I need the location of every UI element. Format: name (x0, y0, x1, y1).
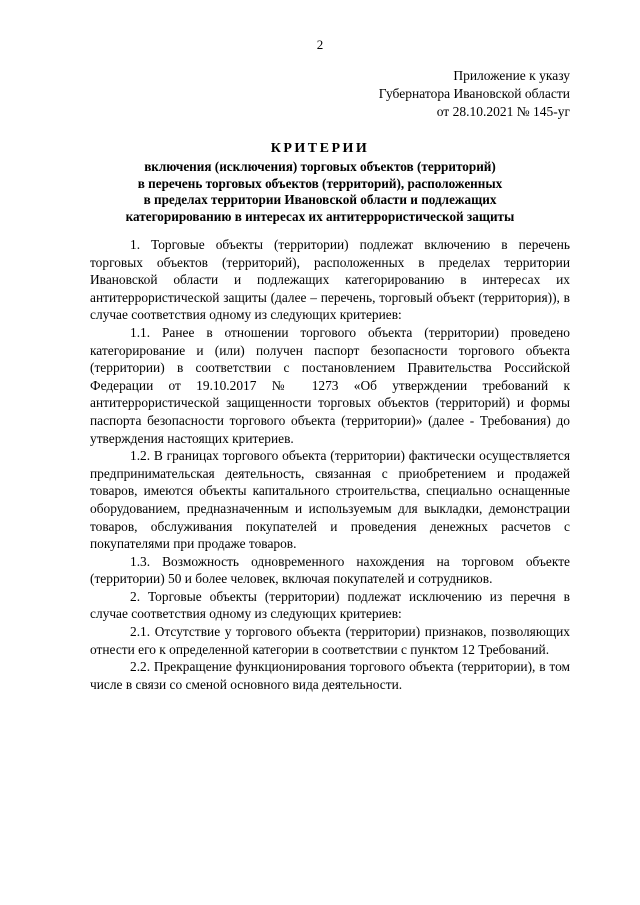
document-title (90, 140, 550, 225)
title-heading: КРИТЕРИИ (270, 141, 370, 156)
appendix-line-3: от 28.10.2021 № 145-уг (436, 104, 570, 119)
title-line-1: включения (исключения) торговых объектов (территорий) (144, 159, 496, 174)
appendix-header (379, 67, 570, 121)
paragraph-1-3: 1.3. Возможность одновременного нахождения на торговом объекте (территории) 50 и более человек, включая покупателей и сотрудников. (90, 553, 570, 587)
appendix-line-1: Приложение к указу (453, 68, 570, 83)
title-line-2: в перечень торговых объектов (территорий), расположенных (137, 175, 503, 191)
paragraph-2-1: 2.1. Отсутствие у торгового объекта (территории) признаков, позволяющих отнести его к определенной категории в соответствии с пунктом 12 Требований. (90, 624, 570, 657)
paragraph-1: 1. Торговые объекты (территории) подлежат включению в перечень торговых объектов (территорий), расположенных в пределах территории Ивановской области и подлежащих категорированию в интересах их антитеррористической защиты (далее – перечень, торговый объект (территория)), в случае соответствия одному из следующих критериев: (90, 237, 570, 323)
title-line-4: категорированию в интересах их антитеррористической защиты (125, 208, 515, 224)
appendix-line-2: Губернатора Ивановской области (378, 86, 570, 101)
paragraph-2: 2. Торговые объекты (территории) подлежат исключению из перечня в случае соответствия одному из следующих критериев: (90, 588, 570, 622)
paragraph-2-2: 2.2. Прекращение функционирования торгового объекта (территории), в том числе в связи со сменой основного вида деятельности. (90, 659, 570, 692)
paragraph-1-2: 1.2. В границах торгового объекта (территории) фактически осуществляется предпринимательская деятельность, связанная с приобретением и продажей товаров, имеются объекты капитального строительства, специально оснащенные оборудованием, предназначенным и используемым для выкладки, демонстрации товаров, обслуживания покупателей и проведения денежных расчетов с покупателями при продаже товаров. (90, 448, 570, 552)
title-line-3: в пределах территории Ивановской области и подлежащих (143, 192, 497, 207)
page-number: 2 (316, 37, 324, 52)
paragraph-1-1: 1.1. Ранее в отношении торгового объекта (территории) проведено категорирование и (или) получен паспорт безопасности торгового объекта (территории) в соответствии с постановлением Правительства Российской Федерации от 19.10.2017 № 1273 «Об утверждении требований к антитеррористической защищенности торговых объектов (территорий) и формы паспорта безопасности торгового объекта (территории)» (далее - Требования) до утверждения настоящих критериев. (90, 324, 570, 446)
document-body (90, 236, 570, 693)
